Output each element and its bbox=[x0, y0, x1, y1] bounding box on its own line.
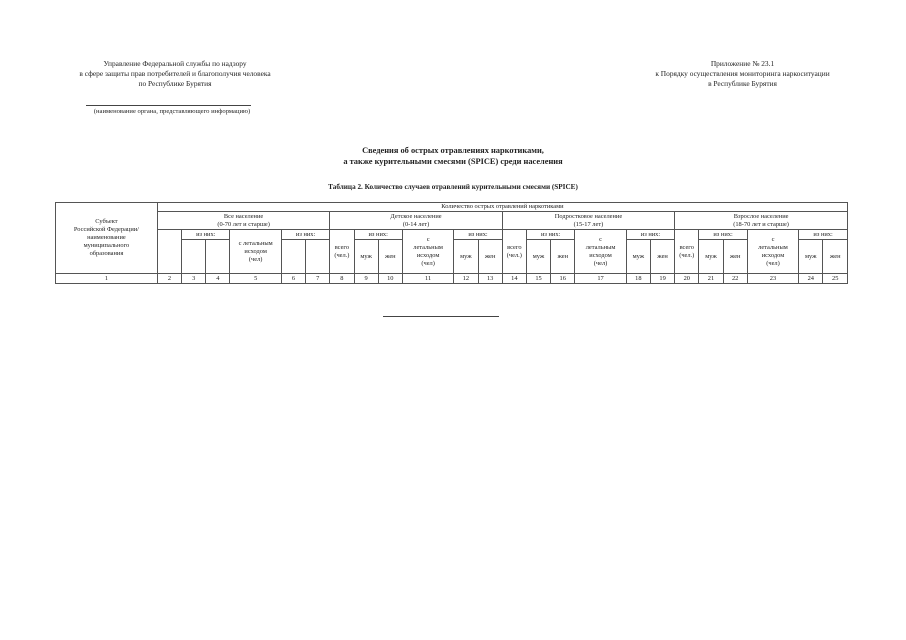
agency-line-3: по Республике Бурятия bbox=[138, 79, 212, 88]
male-header: муж bbox=[626, 240, 650, 274]
table-title: Таблица 2. Количество случаев отравлений курительными смесями (SPICE) bbox=[328, 183, 578, 191]
column-number: 11 bbox=[402, 274, 453, 284]
female-header: жен bbox=[478, 240, 502, 274]
column-number: 17 bbox=[575, 274, 626, 284]
female-header: жен bbox=[551, 240, 575, 274]
male-header: муж bbox=[699, 240, 723, 274]
lethal-text: исходом bbox=[416, 251, 440, 259]
agency-line-1: Управление Федеральной службы по надзору bbox=[103, 59, 247, 68]
group-name: Детское население bbox=[390, 212, 442, 220]
document-title-line-2: а также курительными смесями (SPICE) среди населения bbox=[343, 157, 563, 166]
female-header bbox=[306, 240, 330, 274]
of-which-header: из них: bbox=[799, 230, 848, 240]
column-number: 22 bbox=[723, 274, 747, 284]
appendix-line-2: к Порядку осуществления мониторинга наркоситуации bbox=[655, 69, 830, 78]
poisoning-table bbox=[55, 202, 848, 284]
group-header bbox=[502, 212, 674, 230]
group-header bbox=[675, 212, 848, 230]
subject-header-line: наименование bbox=[87, 234, 126, 241]
lethal-text: (чел) bbox=[248, 255, 263, 263]
female-header: жен bbox=[723, 240, 747, 274]
appendix-header bbox=[620, 59, 865, 89]
column-number: 23 bbox=[747, 274, 798, 284]
organization-name-caption: (наименование органа, представляющего информацию) bbox=[93, 108, 251, 115]
total-header bbox=[157, 230, 181, 274]
lethal-text: (чел) bbox=[593, 259, 608, 267]
of-which-header: из них: bbox=[354, 230, 402, 240]
column-number: 9 bbox=[354, 274, 378, 284]
column-number: 12 bbox=[454, 274, 478, 284]
of-which-header: из них: bbox=[281, 230, 329, 240]
column-number: 24 bbox=[799, 274, 823, 284]
lethal-text: летальным bbox=[585, 243, 616, 251]
agency-line-2: в сфере защиты прав потребителей и благополучия человека bbox=[79, 69, 271, 78]
lethal-text: исходом bbox=[589, 251, 612, 259]
column-number: 4 bbox=[206, 274, 230, 284]
group-header bbox=[157, 212, 329, 230]
column-number: 10 bbox=[378, 274, 402, 284]
lethal-header bbox=[575, 230, 626, 274]
organization-name-line bbox=[86, 105, 251, 106]
total-text: (чел.) bbox=[679, 251, 695, 259]
column-number: 20 bbox=[675, 274, 699, 284]
female-header bbox=[206, 240, 230, 274]
male-header bbox=[182, 240, 206, 274]
group-name: Все население bbox=[223, 212, 264, 220]
column-number: 3 bbox=[182, 274, 206, 284]
lethal-text: с bbox=[426, 235, 430, 243]
total-header bbox=[675, 230, 699, 274]
male-header: муж bbox=[354, 240, 378, 274]
group-range: (18-70 лет и старше) bbox=[733, 220, 789, 228]
top-header: Количество острых отравлений наркотиками bbox=[157, 203, 847, 212]
column-number: 21 bbox=[699, 274, 723, 284]
lethal-text: с bbox=[771, 235, 775, 243]
group-header bbox=[330, 212, 502, 230]
lethal-header bbox=[747, 230, 798, 274]
total-header bbox=[502, 230, 526, 274]
lethal-text: (чел) bbox=[766, 259, 780, 267]
subject-header-line: Российской Федерации/ bbox=[73, 226, 139, 233]
signature-line bbox=[383, 316, 499, 317]
column-number: 8 bbox=[330, 274, 354, 284]
group-range: (0-14 лет) bbox=[402, 220, 430, 228]
subject-header bbox=[56, 203, 158, 274]
column-number: 18 bbox=[626, 274, 650, 284]
document-title bbox=[150, 145, 756, 167]
of-which-header: из них: bbox=[526, 230, 574, 240]
lethal-text: летальным bbox=[758, 243, 788, 251]
column-number: 14 bbox=[502, 274, 526, 284]
female-header: жен bbox=[650, 240, 674, 274]
lethal-text: исходом bbox=[244, 247, 267, 255]
lethal-text: исходом bbox=[761, 251, 785, 259]
female-header: жен bbox=[823, 240, 848, 274]
male-header bbox=[281, 240, 305, 274]
column-number: 25 bbox=[823, 274, 848, 284]
subject-header-line: муниципального bbox=[83, 242, 130, 249]
subject-header-line: образования bbox=[89, 250, 124, 257]
male-header: муж bbox=[526, 240, 550, 274]
female-header: жен bbox=[378, 240, 402, 274]
agency-header bbox=[40, 59, 310, 89]
total-text: всего bbox=[334, 243, 350, 251]
total-text: (чел.) bbox=[506, 251, 522, 259]
lethal-header bbox=[402, 230, 453, 274]
of-which-header: из них: bbox=[454, 230, 502, 240]
column-number: 13 bbox=[478, 274, 502, 284]
appendix-line-3: в Республике Бурятия bbox=[708, 79, 777, 88]
lethal-text: летальным bbox=[413, 243, 443, 251]
of-which-header: из них: bbox=[182, 230, 230, 240]
column-number: 6 bbox=[281, 274, 305, 284]
column-number: 16 bbox=[551, 274, 575, 284]
lethal-text: (чел) bbox=[421, 259, 435, 267]
column-number: 5 bbox=[230, 274, 281, 284]
of-which-header: из них: bbox=[699, 230, 747, 240]
total-text: всего bbox=[507, 243, 522, 251]
column-number-row bbox=[56, 274, 848, 284]
total-text: всего bbox=[679, 243, 694, 251]
of-which-header: из них: bbox=[626, 230, 674, 240]
column-number: 15 bbox=[526, 274, 550, 284]
document-title-line-1: Сведения об острых отравлениях наркотиками, bbox=[362, 146, 544, 155]
group-range: (15-17 лет) bbox=[573, 220, 604, 228]
subject-header-line: Субъект bbox=[95, 218, 118, 225]
lethal-header bbox=[230, 230, 281, 274]
column-number: 19 bbox=[650, 274, 674, 284]
lethal-text: с bbox=[599, 235, 602, 243]
total-header bbox=[330, 230, 354, 274]
lethal-text: с летальным bbox=[238, 239, 273, 247]
column-number: 1 bbox=[56, 274, 158, 284]
total-text: (чел.) bbox=[334, 251, 350, 259]
group-range: (0-70 лет и старше) bbox=[217, 220, 270, 228]
appendix-line-1: Приложение № 23.1 bbox=[710, 59, 775, 68]
group-name: Взрослое население bbox=[733, 212, 789, 220]
group-name: Подростковое население bbox=[554, 212, 623, 220]
column-number: 7 bbox=[306, 274, 330, 284]
male-header: муж bbox=[454, 240, 478, 274]
male-header: муж bbox=[799, 240, 823, 274]
column-number: 2 bbox=[157, 274, 181, 284]
